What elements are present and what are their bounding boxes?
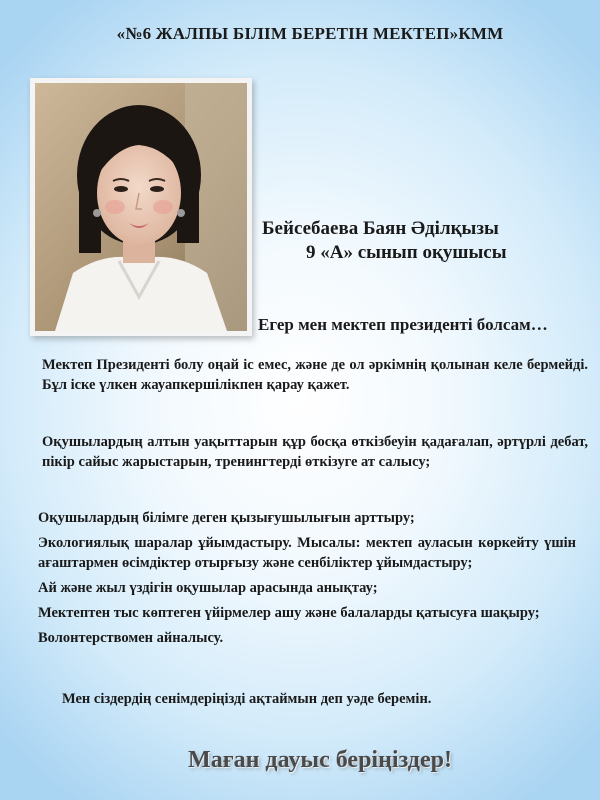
plan-paragraph: Оқушылардың алтын уақыттарын құр босқа өткізбеуін қадағалап, әртүрлі дебат, пікір сайыс жарыстарын, тренингтерді өткізуге ат салысу;	[42, 434, 588, 470]
goal-item: Оқушылардың білімге деген қызығушылығын арттыру;	[38, 510, 415, 526]
student-photo	[30, 78, 252, 336]
speech-title: Егер мен мектеп президенті болсам…	[258, 315, 548, 334]
goals-list	[38, 508, 576, 653]
goal-item: Экологиялық шаралар ұйымдастыру. Мысалы: мектеп ауласын көркейту үшін ағаштармен өсімдіктер отырғызу және сенбіліктер ұйымдастыру;	[38, 535, 576, 571]
student-class: 9 «А» сынып оқушысы	[306, 242, 507, 263]
promise-text: Мен сіздердің сенімдеріңізді ақтаймын деп уәде беремін.	[62, 691, 432, 707]
portrait-image	[35, 83, 247, 331]
goal-item: Волонтерствомен айналысу.	[38, 630, 224, 646]
call-to-action: Маған дауыс беріңіздер!	[188, 747, 452, 773]
student-name: Бейсебаева Баян Әділқызы	[262, 218, 499, 239]
goal-item: Мектептен тыс көптеген үйірмелер ашу және балаларды қатысуға шақыру;	[38, 605, 540, 621]
page-header: «№6 ЖАЛПЫ БІЛІМ БЕРЕТІН МЕКТЕП»КММ	[116, 24, 504, 43]
goal-item: Ай және жыл үздігін оқушылар арасында анықтау;	[38, 580, 378, 596]
intro-paragraph: Мектеп Президенті болу оңай іс емес, және де ол әркімнің қолынан келе бермейді. Бұл іске үлкен жауапкершілікпен қарау қажет.	[42, 357, 588, 393]
